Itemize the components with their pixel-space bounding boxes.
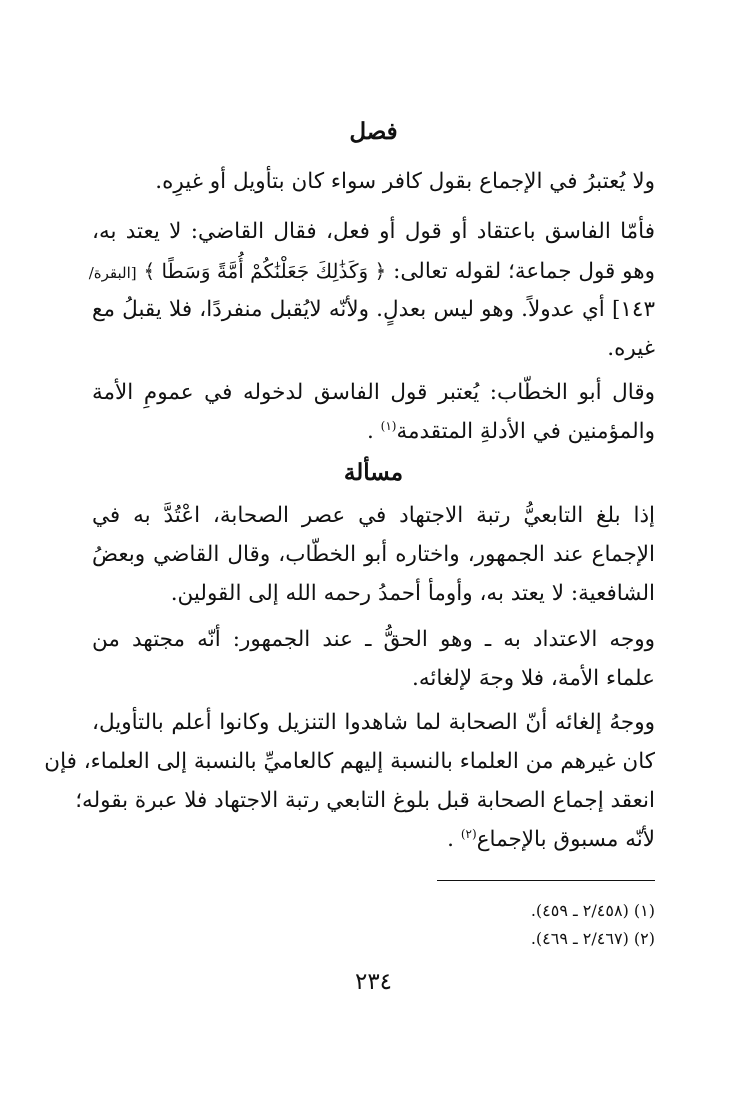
footnote-1-text: (٢/٤٥٨ ـ ٤٥٩).	[530, 901, 629, 920]
para1-line3: ١٤٣] أي عدولاً. وهو ليس بعدلٍ. ولأنّه لايُقبل منفردًا، فلا يقبلُ مع	[92, 297, 655, 322]
para4-line1: ووجه الاعتداد به ـ وهو الحقُّ ـ عند الجمهور: أنّه مجتهد من	[92, 627, 655, 652]
section-heading-masala: مسألة	[343, 459, 404, 486]
footnote-1-num: (١)	[633, 901, 655, 920]
para2-line2-end: .	[366, 419, 374, 444]
para3-line1: إذا بلغ التابعيُّ رتبة الاجتهاد في عصر الصحابة، اعْتُدَّ به في	[92, 503, 655, 528]
para5-line1: ووجهُ إلغائه أنّ الصحابة لما شاهدوا التنزيل وكانوا أعلم بالتأويل،	[92, 710, 655, 735]
para3-line3: الشافعية: لا يعتد به، وأومأ أحمدُ رحمه الله إلى القولين.	[170, 581, 655, 606]
para5-line4-end: .	[447, 827, 455, 852]
para1-line2	[88, 255, 655, 289]
section-heading-fasl: فصل	[349, 118, 398, 145]
footnote-separator	[437, 880, 655, 881]
surah-citation: [البقرة/	[88, 264, 137, 282]
para1-line4: غيره.	[607, 336, 655, 361]
para1-line2-text: وهو قول جماعة؛ لقوله تعالى:	[393, 259, 655, 284]
para3-line2: الإجماع عند الجمهور، واختاره أبو الخطّاب، وقال القاضي وبعضُ	[92, 542, 655, 567]
para2-line2-text: والمؤمنين في الأدلةِ المتقدمة	[396, 419, 655, 444]
footnote-ref-2: (٢)	[460, 826, 477, 841]
footnote-2	[255, 928, 655, 950]
para5-line4	[92, 824, 655, 858]
rule-statement: ولا يُعتبرُ في الإجماع بقول كافر سواء كان بتأويل أو غيرِه.	[155, 169, 655, 194]
para1-line1: فأمّا الفاسق باعتقاد أو قول أو فعل، فقال القاضي: لا يعتد به،	[92, 219, 655, 244]
quran-verse: ﴿ وَكَذَٰلِكَ جَعَلْنَٰكُمْ أُمَّةً وَسَطًا ﴾	[143, 259, 387, 283]
para2-line2	[92, 416, 655, 450]
para5-line2: كان غيرهم من العلماء بالنسبة إليهم كالعاميِّ بالنسبة إلى العلماء، فإن	[44, 749, 655, 774]
para4-line2: علماء الأمة، فلا وجهَ لإلغائه.	[412, 666, 655, 691]
para5-line4-text: لأنّه مسبوق بالإجماع	[476, 827, 655, 852]
para5-line3: انعقد إجماع الصحابة قبل بلوغ التابعي رتبة الاجتهاد فلا عبرة بقوله؛	[75, 788, 655, 813]
footnote-1	[255, 900, 655, 922]
footnote-2-num: (٢)	[633, 929, 655, 948]
footnote-2-text: (٢/٤٦٧ ـ ٤٦٩).	[530, 929, 629, 948]
para2-line1: وقال أبو الخطّاب: يُعتبر قول الفاسق لدخوله في عمومِ الأمة	[92, 380, 655, 405]
page-number: ٢٣٤	[354, 969, 393, 995]
footnote-ref-1: (١)	[380, 418, 397, 433]
